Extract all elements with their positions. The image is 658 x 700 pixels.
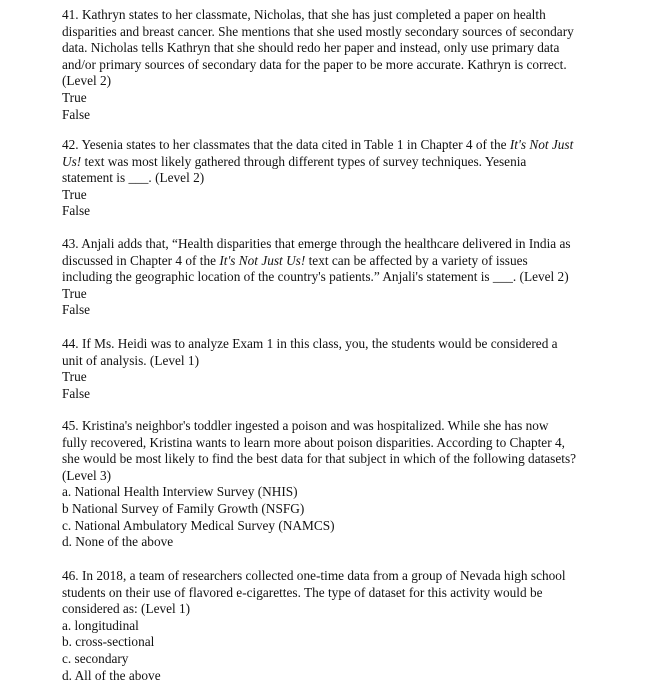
question-46-option-c: c. secondary	[62, 650, 129, 666]
question-42-text: text was most likely gathered through different types of survey techniques. Yesenia	[81, 153, 527, 169]
question-43-text-line: including the geographic location of the country's patients.” Anjali's statement is ___. (Level 2)	[62, 269, 569, 285]
question-42-text-line	[62, 137, 632, 154]
question-45-text-line: fully recovered, Kristina wants to learn more about poison disparities. According to Chapter 4,	[62, 434, 565, 450]
question-42-text-line	[62, 154, 632, 171]
question-42-text: 42. Yesenia states to her classmates that the data cited in Table 1 in Chapter 4 of the	[62, 137, 510, 152]
question-43-option-true: True	[62, 285, 87, 301]
question-46-text-line: 46. In 2018, a team of researchers collected one-time data from a group of Nevada high school	[62, 568, 566, 583]
question-43-option-false: False	[62, 302, 91, 318]
question-44-text-line: unit of analysis. (Level 1)	[62, 352, 199, 368]
question-45-option-c: c. National Ambulatory Medical Survey (NAMCS)	[62, 517, 335, 533]
question-46-option-b: b. cross-sectional	[62, 634, 155, 650]
question-44-option-true: True	[62, 369, 87, 385]
question-43-text-line	[62, 253, 632, 270]
question-42-option-false: False	[62, 203, 91, 219]
question-41-text-line: 41. Kathryn states to her classmate, Nicholas, that she has just completed a paper on health	[62, 7, 546, 22]
question-45-text-line: 45. Kristina's neighbor's toddler ingested a poison and was hospitalized. While she has now	[62, 418, 549, 433]
question-45-text-line: (Level 3)	[62, 467, 112, 483]
question-42	[62, 137, 632, 220]
question-44	[62, 336, 632, 402]
question-45-option-d: d. None of the above	[62, 534, 174, 550]
question-43	[62, 236, 632, 319]
question-46	[62, 568, 632, 684]
book-title: It's Not Just	[509, 137, 574, 152]
question-41-option-true: True	[62, 89, 87, 105]
book-title: Us!	[62, 153, 82, 169]
question-41-text-line: (Level 2)	[62, 73, 112, 89]
question-43-text: discussed in Chapter 4 of the	[62, 252, 220, 268]
question-43-text: text can be affected by a variety of issues	[305, 252, 528, 268]
question-41-text-line: data. Nicholas tells Kathryn that she should redo her paper and instead, only use primary data	[62, 40, 560, 56]
question-45	[62, 418, 632, 551]
question-45-option-b: b National Survey of Family Growth (NSFG)	[62, 500, 305, 516]
question-42-text-line: statement is ___. (Level 2)	[62, 170, 205, 186]
question-41	[62, 7, 632, 123]
question-46-option-a: a. longitudinal	[62, 617, 139, 633]
question-41-text-line: and/or primary sources of secondary data for the paper to be more accurate. Kathryn is correct.	[62, 56, 567, 72]
question-45-text-line: she would be most likely to find the best data for that subject in which of the following datasets?	[62, 451, 577, 467]
question-44-option-false: False	[62, 385, 91, 401]
question-43-text-line: 43. Anjali adds that, “Health disparities that emerge through the healthcare delivered in India as	[62, 236, 571, 251]
question-46-option-d: d. All of the above	[62, 667, 161, 683]
question-45-option-a: a. National Health Interview Survey (NHIS)	[62, 484, 298, 500]
question-41-text-line: disparities and breast cancer. She mentions that she used mostly secondary sources of secondary	[62, 23, 574, 39]
question-46-text-line: students on their use of flavored e-cigarettes. The type of dataset for this activity would be	[62, 584, 543, 600]
book-title: It's Not Just Us!	[219, 252, 306, 268]
question-44-text-line: 44. If Ms. Heidi was to analyze Exam 1 in this class, you, the students would be considered a	[62, 336, 558, 351]
question-42-option-true: True	[62, 186, 87, 202]
question-46-text-line: considered as: (Level 1)	[62, 601, 191, 617]
question-41-option-false: False	[62, 106, 91, 122]
